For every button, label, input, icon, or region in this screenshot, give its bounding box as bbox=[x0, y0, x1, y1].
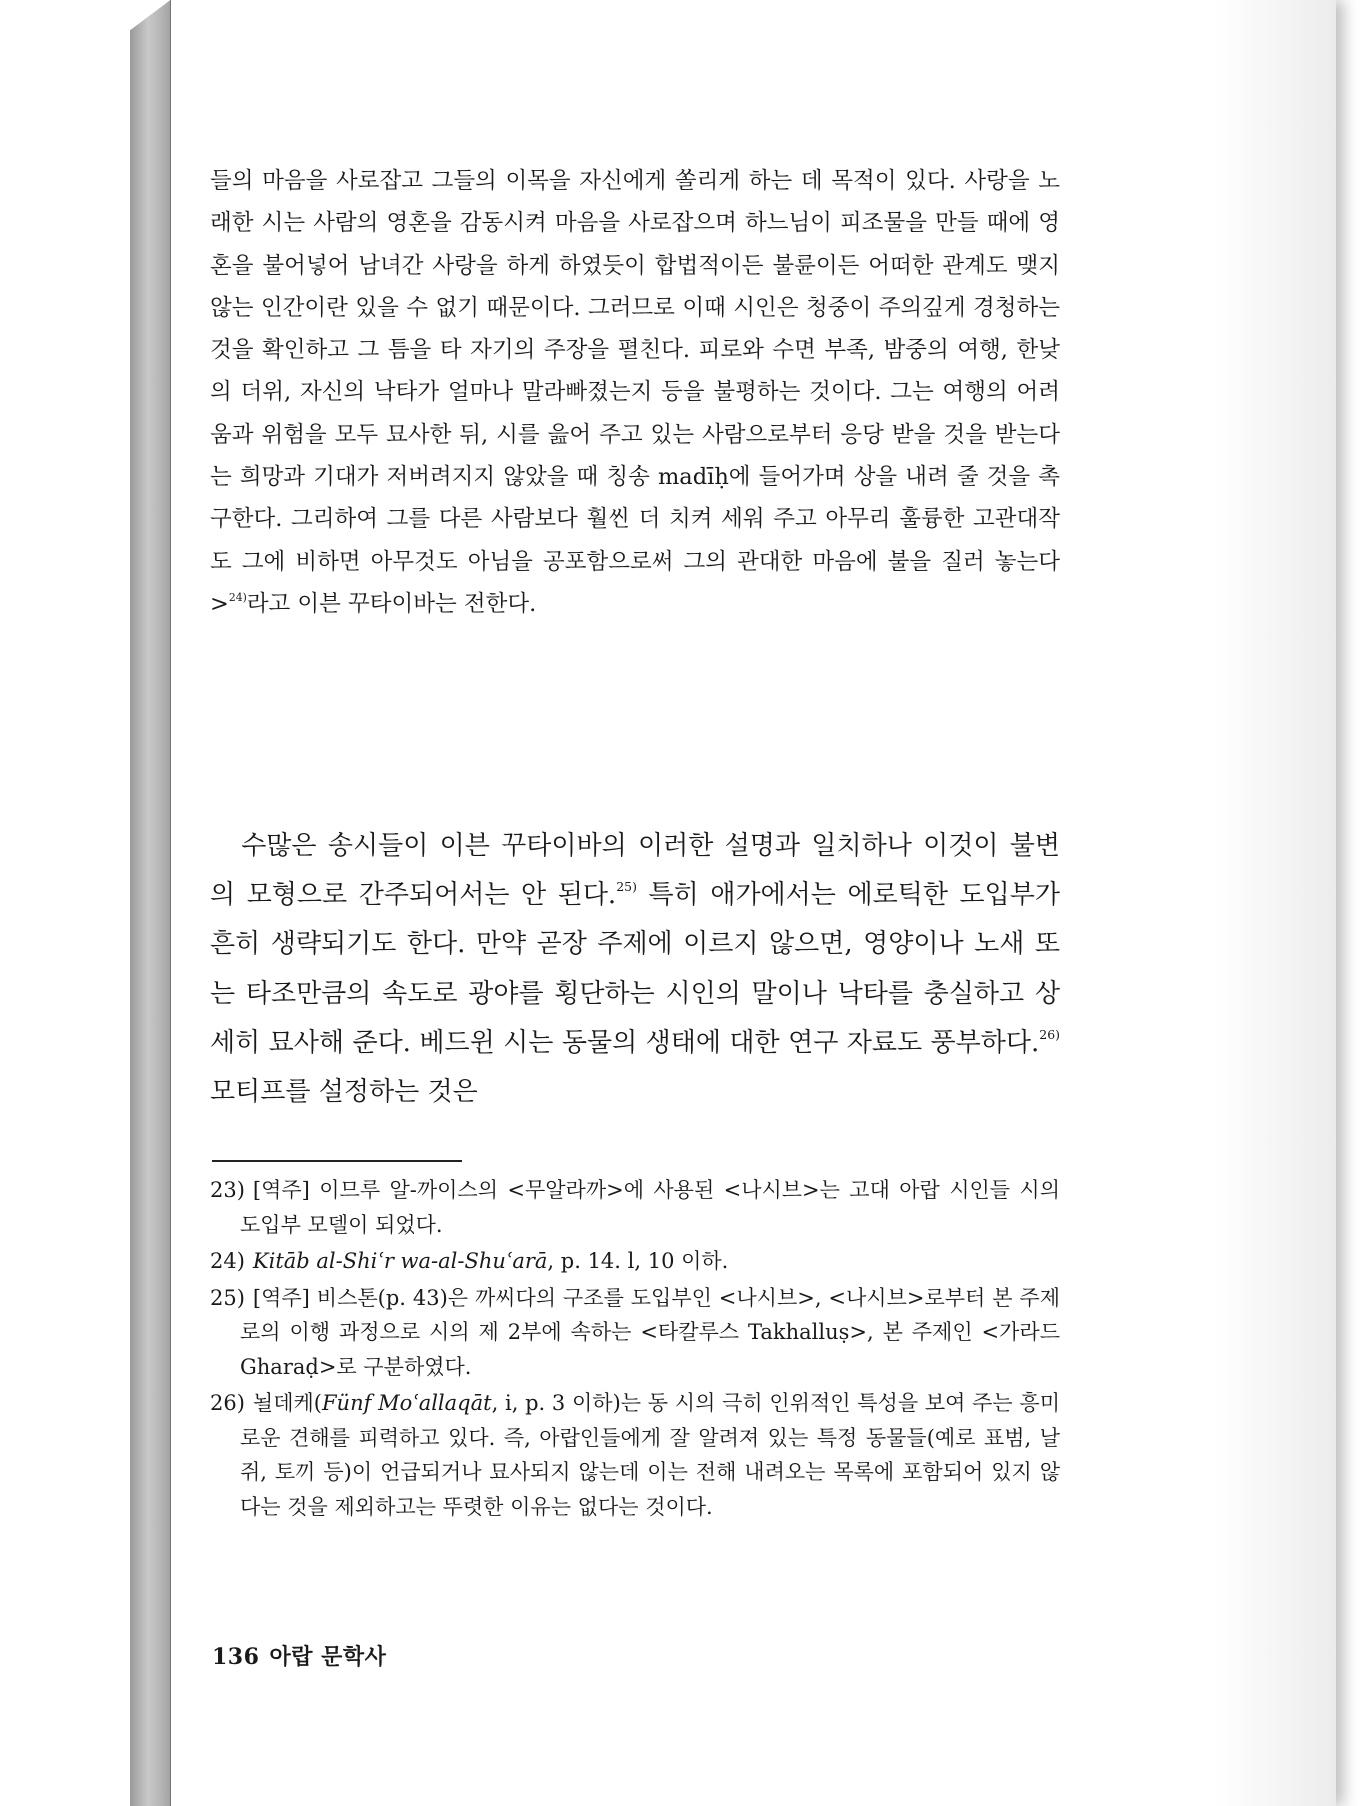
paragraph-2-text: 수많은 송시들이 이븐 꾸타이바의 이러한 설명과 일치하나 이것이 불변의 모형으로 간주되어서는 안 된다. bbox=[210, 831, 1060, 911]
paragraph-1-text: 들의 마음을 사로잡고 그들의 이목을 자신에게 쏠리게 하는 데 목적이 있다. 사랑을 노래한 시는 사람의 영혼을 감동시켜 마음을 사로잡으며 하느님이 피조물을 만들 때에 영혼을 불어넣어 남녀간 사랑을 하게 하였듯이 합법적이든 불륜이든 어떠한 관계도 맺지 않는 인간이란 있을 수 없기 때문이다. 그러므로 이때 시인은 청중이 주의깊게 경청하는 것을 확인하고 그 틈을 타 자기의 주장을 펼친다. 피로와 수면 부족, 밤중의 여행, 한낮의 더위, 자신의 낙타가 얼마나 말라빠졌는지 등을 불평하는 것이다. 그는 여행의 어려움과 위험을 모두 묘사한 뒤, 시를 읊어 주고 있는 사람으로부터 응당 받을 것을 받는다는 희망과 기대가 저버려지지 않았을 때 칭송 madīḥ에 들어가며 상을 내려 줄 것을 촉구한다. 그리하여 그를 다른 사람보다 훨씬 더 치켜 세워 주고 아무리 훌륭한 고관대작도 그에 비하면 아무것도 아님을 공포함으로써 그의 관대한 마음에 불을 질러 놓는다> bbox=[210, 168, 1060, 617]
footnote-text: 뇔데케( bbox=[252, 1391, 322, 1415]
footnote-23 bbox=[210, 1173, 1060, 1242]
footnote-text-end: , i, p. 3 이하)는 동 시의 극히 인위적인 특성을 보여 주는 흥미로운 견해를 피력하고 있다. 즉, 아랍인들에게 잘 알려져 있는 특정 동물들(예로 표범, 날쥐, 토끼 등)이 언급되거나 묘사되지 않는데 이는 전해 내려오는 목록에 포함되어 있지 않다는 것을 제외하고는 뚜렷한 이유는 없다는 것이다. bbox=[240, 1391, 1060, 1519]
footnote-text: [역주] 이므루 알-까이스의 <무알라까>에 사용된 <나시브>는 고대 아랍 시인들 시의 도입부 모델이 되었다. bbox=[240, 1178, 1060, 1237]
paragraph-2-text-middle: 특히 애가에서는 에로틱한 도입부가 흔히 생략되기도 한다. 만약 곧장 주제에 이르지 않으면, 영양이나 노새 또는 타조만큼의 속도로 광야를 횡단하는 시인의 말이나 낙타를 충실하고 상세히 묘사해 준다. 베드윈 시는 동물의 생태에 대한 연구 자료도 풍부하다. bbox=[210, 880, 1060, 1058]
book-spine bbox=[130, 0, 170, 1806]
body-paragraph-2 bbox=[210, 822, 1060, 1117]
footnotes-list bbox=[210, 1173, 1060, 1526]
footnote-number: 24) bbox=[210, 1249, 245, 1273]
running-title: 아랍 문학사 bbox=[269, 1644, 387, 1670]
footnote-26 bbox=[210, 1386, 1060, 1524]
footnote-book-title: Fünf Moʿallaqāt bbox=[321, 1391, 492, 1415]
footnote-number: 26) bbox=[210, 1391, 245, 1415]
footnote-divider bbox=[212, 1160, 462, 1162]
footnote-text: [역주] 비스톤(p. 43)은 까씨다의 구조를 도입부인 <나시브>, <나시브>로부터 본 주제로의 이행 과정으로 시의 제 2부에 속하는 <타칼루스 Takhalluṣ>, 본 주제인 <가라드 Gharaḍ>로 구분하였다. bbox=[240, 1285, 1060, 1379]
footnote-number: 25) bbox=[210, 1285, 245, 1310]
spine-corner bbox=[130, 0, 170, 30]
paragraph-1-text-end: 라고 이븐 꾸타이바는 전한다. bbox=[246, 590, 537, 617]
page-number: 136 bbox=[212, 1644, 260, 1670]
footnote-book-title: Kitāb al-Shiʿr wa-al-Shuʿarā bbox=[252, 1249, 548, 1273]
body-paragraph-1 bbox=[210, 160, 1060, 625]
footnote-ref-24[interactable]: 24) bbox=[228, 590, 247, 604]
paragraph-2-text-end: 모티프를 설정하는 것은 bbox=[210, 1077, 478, 1108]
footnote-ref-26[interactable]: 26) bbox=[1039, 1026, 1060, 1042]
footnote-24 bbox=[210, 1244, 1060, 1279]
footnote-ref-25[interactable]: 25) bbox=[616, 879, 637, 895]
footnote-number: 23) bbox=[210, 1178, 245, 1202]
page-footer bbox=[212, 1640, 396, 1671]
footnote-25 bbox=[210, 1281, 1060, 1385]
page-shadow bbox=[1216, 0, 1336, 1806]
footnote-text: , p. 14. l, 10 이하. bbox=[547, 1249, 729, 1273]
